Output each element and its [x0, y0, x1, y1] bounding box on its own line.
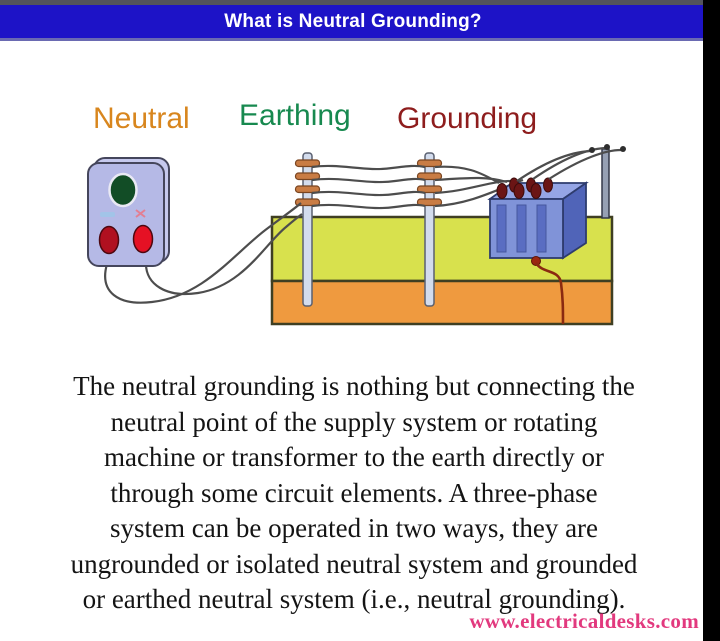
ground-rod-right — [425, 153, 434, 306]
red-indicator-button-left — [100, 227, 119, 254]
website-watermark: www.electricaldesks.com — [469, 609, 699, 633]
paragraph-line: ungrounded or isolated neutral system and grounded — [70, 548, 638, 579]
insulator-stack-right — [418, 160, 442, 206]
takeoff-wires — [517, 148, 621, 181]
control-box — [88, 158, 169, 266]
paragraph-line: neutral point of the supply system or rotating — [110, 406, 598, 437]
box-marking-left — [100, 212, 115, 217]
green-indicator-button — [110, 174, 137, 206]
wire-terminal-dots — [589, 144, 626, 153]
label-grounding: Grounding — [397, 102, 538, 135]
header-bar — [0, 5, 706, 41]
feeder-wires — [435, 167, 523, 206]
transformer-bushings — [497, 178, 553, 199]
utility-pole — [602, 149, 609, 218]
control-box-wires — [105, 203, 302, 303]
red-indicator-button-right — [134, 226, 153, 253]
neutral-ground-wire — [532, 257, 564, 325]
page-title: What is Neutral Grounding? — [224, 10, 482, 32]
insulator-stack-left — [296, 160, 320, 206]
definition-paragraph — [8, 369, 700, 618]
paragraph-line: through some circuit elements. A three-phase — [110, 477, 598, 508]
transformer — [490, 178, 586, 258]
right-border-strip — [703, 0, 720, 641]
top-border-strip — [0, 0, 720, 5]
ground-rod-left — [303, 153, 312, 306]
label-neutral: Neutral — [93, 102, 190, 135]
paragraph-line: The neutral grounding is nothing but connecting the — [73, 371, 635, 401]
box-marking-right — [136, 210, 145, 217]
paragraph-line: machine or transformer to the earth directly or — [103, 442, 605, 472]
paragraph-line: system can be operated in two ways, they are — [109, 513, 599, 543]
label-earthing: Earthing — [239, 99, 351, 132]
earth-subsoil-layer — [272, 281, 612, 324]
paragraph-line: or earthed neutral system (i.e., neutral grounding). — [82, 584, 626, 614]
transformer-cooling-ribs — [497, 205, 546, 252]
overhead-line-wires — [312, 166, 425, 208]
earth-topsoil-layer — [272, 217, 612, 281]
